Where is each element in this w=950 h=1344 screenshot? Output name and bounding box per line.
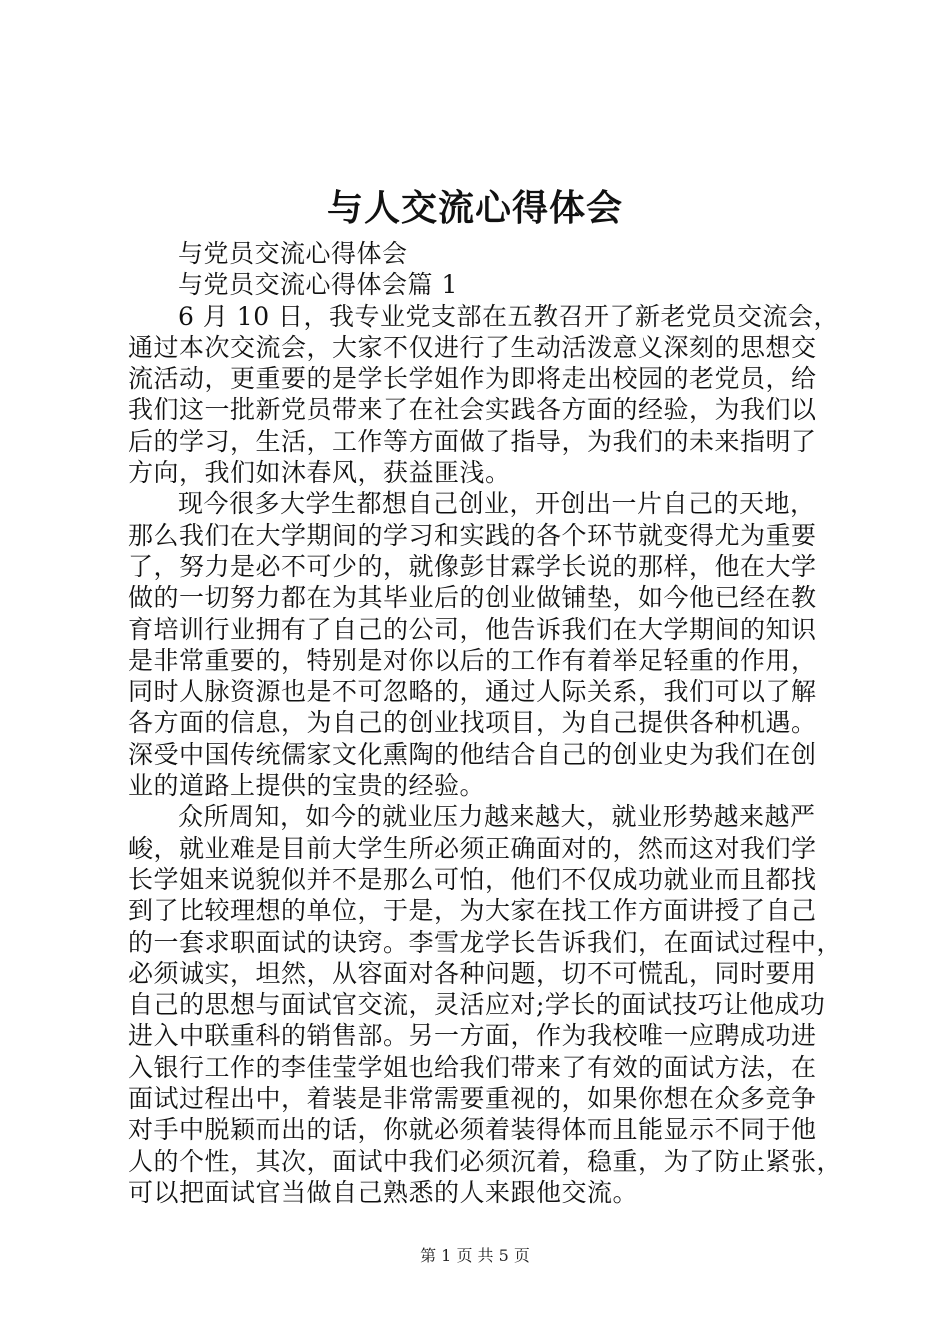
paragraph-line: 人的个性，其次，面试中我们必须沉着，稳重，为了防止紧张， bbox=[128, 1146, 843, 1176]
paragraph-1 bbox=[128, 301, 840, 489]
paragraph-line: 6 月 10 日，我专业党支部在五教召开了新老党员交流会， bbox=[178, 301, 840, 331]
paragraph-line: 深受中国传统儒家文化熏陶的他结合自己的创业史为我们在创 bbox=[128, 739, 817, 769]
paragraph-line: 入银行工作的李佳莹学姐也给我们带来了有效的面试方法，在 bbox=[128, 1052, 817, 1082]
paragraph-line: 对手中脱颖而出的话，你就必须着装得体而且能显示不同于他 bbox=[128, 1115, 817, 1145]
paragraph-line: 方向，我们如沐春风，获益匪浅。 bbox=[128, 458, 511, 488]
page-footer: 第 1 页 共 5 页 bbox=[420, 1246, 530, 1265]
paragraph-line: 流活动，更重要的是学长学姐作为即将走出校园的老党员，给 bbox=[128, 364, 817, 394]
paragraph-line: 进入中联重科的销售部。另一方面，作为我校唯一应聘成功进 bbox=[128, 1021, 817, 1051]
paragraph-line: 各方面的信息，为自己的创业找项目，为自己提供各种机遇。 bbox=[128, 708, 817, 738]
paragraph-line: 自己的思想与面试官交流，灵活应对;学长的面试技巧让他成功 bbox=[128, 990, 826, 1020]
paragraph-line: 育培训行业拥有了自己的公司，他告诉我们在大学期间的知识 bbox=[128, 614, 817, 644]
page-title: 与人交流心得体会 bbox=[326, 187, 623, 229]
section-heading: 与党员交流心得体会篇 1 bbox=[178, 270, 458, 300]
paragraph-line: 我们这一批新党员带来了在社会实践各方面的经验，为我们以 bbox=[128, 395, 817, 425]
paragraph-line: 众所周知，如今的就业压力越来越大，就业形势越来越严 bbox=[178, 802, 816, 832]
paragraph-line: 那么我们在大学期间的学习和实践的各个环节就变得尤为重要 bbox=[128, 520, 817, 550]
paragraph-line: 同时人脉资源也是不可忽略的，通过人际关系，我们可以了解 bbox=[128, 677, 817, 707]
paragraph-line: 了，努力是必不可少的，就像彭甘霖学长说的那样，他在大学 bbox=[128, 551, 817, 581]
paragraph-line: 后的学习，生活，工作等方面做了指导，为我们的未来指明了 bbox=[128, 426, 817, 456]
paragraph-line: 面试过程出中，着装是非常需要重视的，如果你想在众多竞争 bbox=[128, 1084, 817, 1114]
paragraph-line: 通过本次交流会，大家不仅进行了生动活泼意义深刻的思想交 bbox=[128, 332, 817, 362]
paragraph-line: 的一套求职面试的诀窍。李雪龙学长告诉我们，在面试过程中， bbox=[128, 927, 843, 957]
paragraph-line: 业的道路上提供的宝贵的经验。 bbox=[128, 771, 486, 801]
paragraph-line: 现今很多大学生都想自己创业，开创出一片自己的天地， bbox=[178, 489, 816, 519]
paragraph-line: 峻，就业难是目前大学生所必须正确面对的，然而这对我们学 bbox=[128, 833, 817, 863]
paragraph-3 bbox=[128, 801, 843, 1208]
paragraph-line: 长学姐来说貌似并不是那么可怕，他们不仅成功就业而且都找 bbox=[128, 864, 817, 894]
paragraph-line: 是非常重要的，特别是对你以后的工作有着举足轻重的作用， bbox=[128, 645, 817, 675]
paragraph-line: 做的一切努力都在为其毕业后的创业做铺垫，如今他已经在教 bbox=[128, 583, 817, 613]
subtitle: 与党员交流心得体会 bbox=[178, 239, 408, 268]
paragraph-line: 可以把面试官当做自己熟悉的人来跟他交流。 bbox=[128, 1177, 639, 1207]
paragraph-2 bbox=[128, 488, 830, 801]
document-body bbox=[128, 238, 843, 1208]
paragraph-line: 必须诚实，坦然，从容面对各种问题，切不可慌乱，同时要用 bbox=[128, 958, 817, 988]
paragraph-line: 到了比较理想的单位，于是，为大家在找工作方面讲授了自己 bbox=[128, 896, 817, 926]
